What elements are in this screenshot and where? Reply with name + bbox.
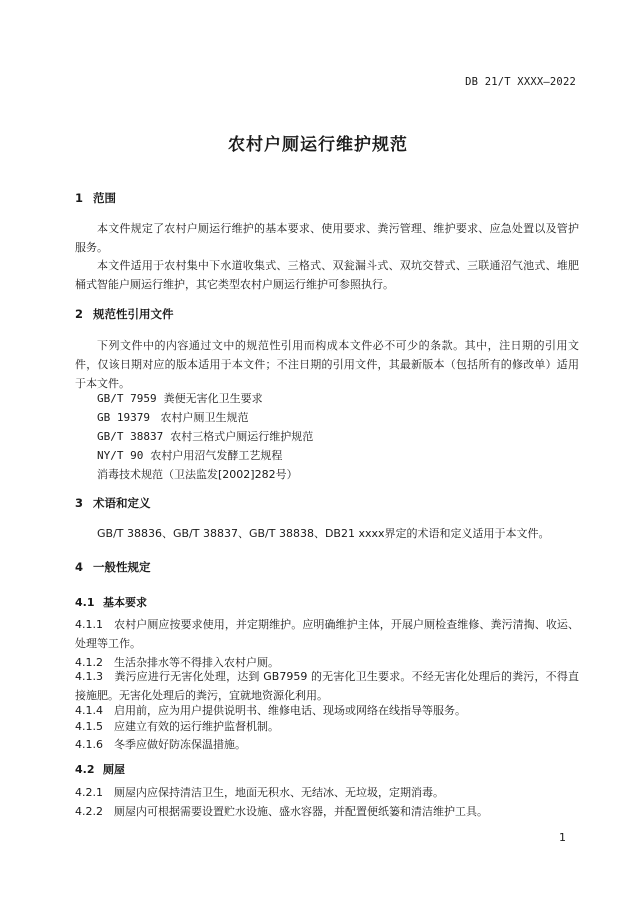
section-number: 2 bbox=[75, 307, 84, 321]
reference-item bbox=[97, 466, 298, 482]
section-1-heading bbox=[75, 190, 116, 206]
scope-paragraph-2: 本文件适用于农村集中下水道收集式、三格式、双瓮漏斗式、双坑交替式、三联通沼气池式、堆肥桶式智能户厕运行维护，其它类型农村户厕运行维护可参照执行。 bbox=[75, 259, 579, 291]
clause-4-1-6: 4.1.6 冬季应做好防冻保温措施。 bbox=[75, 738, 246, 751]
normative-intro: 下列文件中的内容通过文中的规范性引用而构成本文件必不可少的条款。其中，注日期的引用文件，仅该日期对应的版本适用于本文件；不注日期的引用文件，其最新版本（包括所有的修改单）适用于本文件。 bbox=[75, 339, 579, 390]
reference-name: 农村户厕卫生规范 bbox=[160, 411, 249, 424]
clause-4-1-1: 4.1.1 农村户厕应按要求使用，并定期维护。应明确维护主体，开展户厕检查维修、粪污清掏、收运、处理等工作。 bbox=[75, 618, 579, 650]
section-number: 4 bbox=[75, 560, 84, 574]
subsection-title: 厕屋 bbox=[103, 763, 125, 776]
section-number: 1 bbox=[75, 191, 84, 205]
reference-item bbox=[97, 447, 282, 463]
reference-name: 消毒技术规范（卫法监发[2002]282号） bbox=[97, 468, 298, 481]
subsection-4-1-heading bbox=[75, 594, 147, 610]
clause-4-1-2: 4.1.2 生活杂排水等不得排入农村户厕。 bbox=[75, 656, 279, 669]
section-title: 一般性规定 bbox=[93, 560, 151, 574]
reference-code: GB/T 38837 bbox=[97, 430, 164, 443]
section-2-heading bbox=[75, 306, 174, 322]
clause-4-1-5: 4.1.5 应建立有效的运行维护监督机制。 bbox=[75, 720, 279, 733]
section-4-heading bbox=[75, 559, 151, 575]
reference-name: 粪便无害化卫生要求 bbox=[163, 392, 263, 405]
document-title: 农村户厕运行维护规范 bbox=[228, 135, 408, 155]
page-number: 1 bbox=[559, 831, 566, 844]
section-title: 范围 bbox=[93, 191, 116, 205]
subsection-number: 4.2 bbox=[75, 763, 95, 776]
section-number: 3 bbox=[75, 496, 84, 510]
terms-paragraph: GB/T 38836、GB/T 38837、GB/T 38838、DB21 xxxx界定的术语和定义适用于本文件。 bbox=[97, 527, 550, 540]
reference-name: 农村三格式户厕运行维护规范 bbox=[170, 430, 314, 443]
document-code: DB 21/T XXXX—2022 bbox=[465, 76, 576, 88]
subsection-number: 4.1 bbox=[75, 596, 95, 609]
reference-code: NY/T 90 bbox=[97, 449, 144, 462]
subsection-title: 基本要求 bbox=[103, 596, 147, 609]
reference-item bbox=[97, 390, 263, 406]
section-3-heading bbox=[75, 495, 151, 511]
reference-code: GB/T 7959 bbox=[97, 392, 157, 405]
clause-4-1-4: 4.1.4 启用前，应为用户提供说明书、维修电话、现场或网络在线指导等服务。 bbox=[75, 704, 466, 717]
section-title: 规范性引用文件 bbox=[93, 307, 174, 321]
clause-4-1-3: 4.1.3 粪污应进行无害化处理，达到 GB7959 的无害化卫生要求。不经无害化处理后的粪污，不得直接施肥。无害化处理后的粪污，宜就地资源化利用。 bbox=[75, 670, 579, 702]
scope-paragraph-1: 本文件规定了农村户厕运行维护的基本要求、使用要求、粪污管理、维护要求、应急处置以及管护服务。 bbox=[75, 222, 579, 254]
reference-name: 农村户用沼气发酵工艺规程 bbox=[150, 449, 283, 462]
section-title: 术语和定义 bbox=[93, 496, 151, 510]
reference-item bbox=[97, 428, 313, 444]
clause-4-2-2: 4.2.2 厕屋内可根据需要设置贮水设施、盛水容器，并配置便纸篓和清洁维护工具。 bbox=[75, 805, 488, 818]
subsection-4-2-heading bbox=[75, 761, 125, 777]
clause-4-2-1: 4.2.1 厕屋内应保持清洁卫生，地面无积水、无结冰、无垃圾，定期消毒。 bbox=[75, 786, 444, 799]
reference-code: GB 19379 bbox=[97, 411, 150, 424]
reference-item bbox=[97, 409, 248, 425]
